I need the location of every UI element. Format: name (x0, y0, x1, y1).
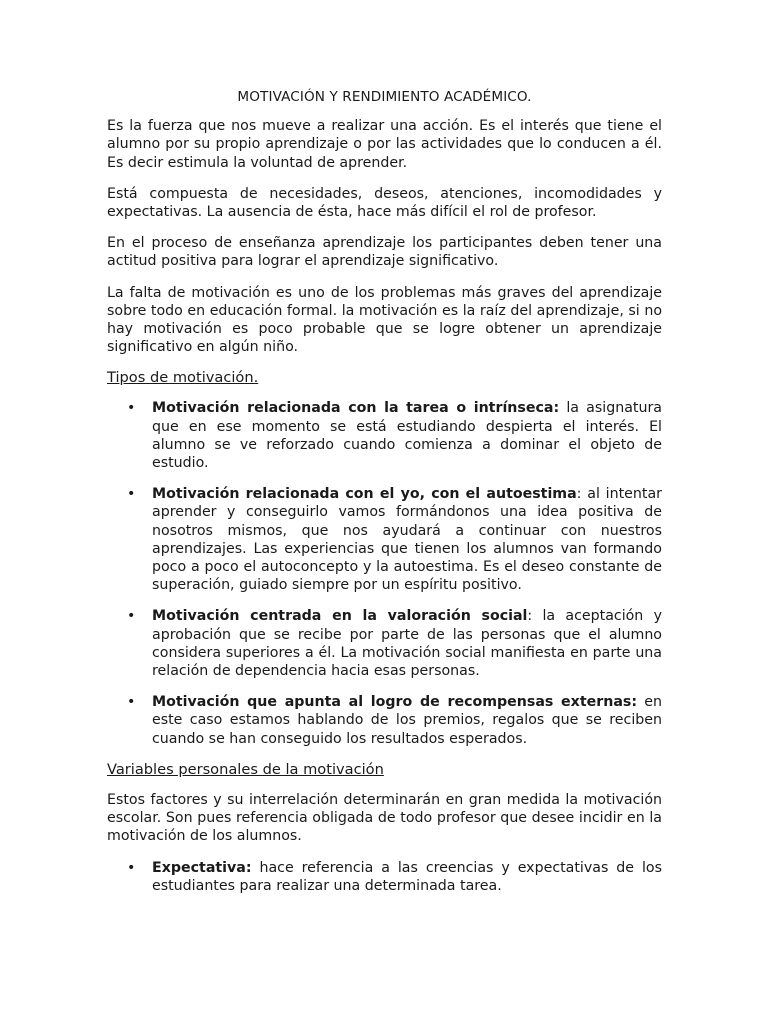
bullet-icon: • (127, 608, 136, 625)
item-lead: Expectativa: (152, 859, 252, 876)
document-title: MOTIVACIÓN Y RENDIMIENTO ACADÉMICO. (237, 89, 532, 105)
item-lead: Motivación centrada en la valoración social (152, 608, 528, 625)
item-text: : al intentar aprender y conseguirlo vamos formándonos una idea positiva de nosotros mismos, que nos ayudará a continuar con nuestros aprendizajes. Las experiencias que tienen los alumnos van formando poco a poco el autoconcepto y la autoestima. Es el deseo constante de superación, guiado siempre por un espíritu positivo. (152, 486, 662, 594)
list-item (107, 399, 662, 472)
section-paragraph: Estos factores y su interrelación determinarán en gran medida la motivación escolar. Son pues referencia obligada de todo profesor que desee incidir en la motivación de los alumnos. (107, 791, 662, 845)
bullet-icon: • (127, 859, 136, 876)
list-item (107, 485, 662, 594)
item-lead: Motivación relacionada con el yo, con el autoestima (152, 486, 577, 503)
item-text: : la aceptación y aprobación que se recibe por parte de las personas que el alumno considera superiores a él. La motivación social manifiesta en parte una relación de dependencia hacia esas personas. (152, 608, 662, 680)
bullet-icon: • (127, 486, 136, 503)
list-item (107, 607, 662, 680)
item-text: en este caso estamos hablando de los premios, regalos que se reciben cuando se han conseguido los resultados esperados. (152, 694, 662, 747)
intro-paragraph: En el proceso de enseñanza aprendizaje los participantes deben tener una actitud positiva para lograr el aprendizaje significativo. (107, 235, 662, 270)
item-lead: Motivación relacionada con la tarea o intrínseca: (152, 400, 560, 417)
item-text: hace referencia a las creencias y expectativas de los estudiantes para realizar una determinada tarea. (152, 859, 662, 894)
bullet-icon: • (127, 694, 136, 711)
list-item (107, 693, 662, 748)
bullet-icon: • (127, 400, 136, 417)
item-text: la asignatura que en ese momento se está estudiando despierta el interés. El alumno se ve reforzado cuando comienza a dominar el objeto de estudio. (152, 400, 662, 472)
list-item (107, 859, 662, 895)
document-page (107, 88, 662, 908)
intro-paragraph: Es la fuerza que nos mueve a realizar una acción. Es el interés que tiene el alumno por su propio aprendizaje o por las actividades que lo conducen a él. Es decir estimula la voluntad de aprender. (107, 118, 662, 171)
variables-list (107, 859, 662, 895)
section-heading-variables: Variables personales de la motivación (107, 760, 384, 778)
item-lead: Motivación que apunta al logro de recompensas externas: (152, 694, 638, 711)
intro-paragraph: Está compuesta de necesidades, deseos, atenciones, incomodidades y expectativas. La ausencia de ésta, hace más difícil el rol de profesor. (107, 185, 662, 221)
motivation-types-list (107, 399, 662, 747)
intro-paragraph: La falta de motivación es uno de los problemas más graves del aprendizaje sobre todo en educación formal. la motivación es la raíz del aprendizaje, si no hay motivación es poco probable que se logre obtener un aprendizaje significativo en algún niño. (107, 284, 662, 356)
section-heading-tipos: Tipos de motivación. (107, 369, 259, 387)
